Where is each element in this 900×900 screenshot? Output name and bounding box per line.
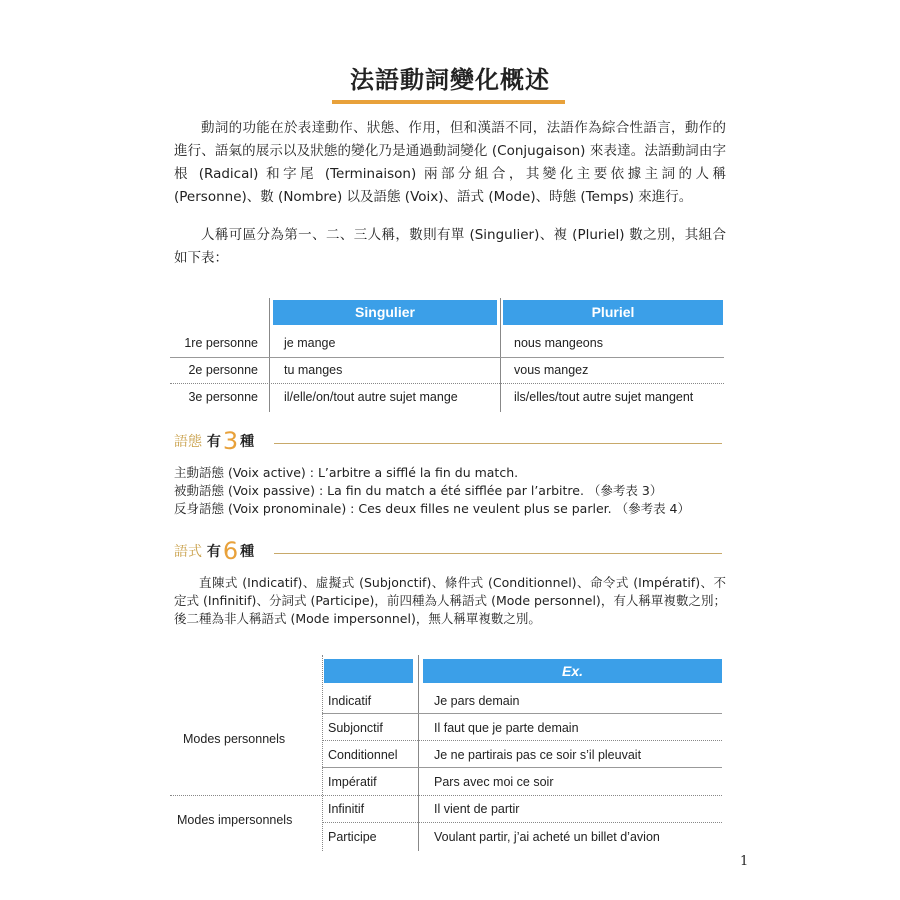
header-singulier: Singulier xyxy=(273,300,497,325)
section-unit: 種 xyxy=(240,434,255,450)
section-heading-voix xyxy=(174,427,255,455)
table-divider xyxy=(269,298,270,412)
header-mode xyxy=(324,659,413,683)
mode-example: Pars avec moi ce soir xyxy=(434,775,554,789)
section-heading-mode xyxy=(174,537,255,565)
section-unit: 種 xyxy=(240,544,255,560)
section-has: 有 xyxy=(206,544,221,560)
row-divider xyxy=(322,767,722,768)
mode-name: Impératif xyxy=(328,775,377,789)
mode-paragraph xyxy=(174,574,726,628)
row-divider xyxy=(322,822,722,823)
voix-active: 主動語態 (Voix active) : L’arbitre a sifflé la fin du match. xyxy=(174,465,519,480)
intro-text-1: 動詞的功能在於表達動作、狀態、作用，但和漢語不同，法語作為綜合性語言，動作的進行、語氣的展示以及狀態的變化乃是通過動詞變化 (Conjugaison) 來表達。法語動詞由字根 (Radical) 和字尾 (Terminaison) 兩部分組合，其變化主要依據主詞的人稱 (Personne)、數 (Nombre) 以及語態 (Voix)、語式 (Mode)、時態 (Temps) 來進行。 xyxy=(174,120,726,205)
mode-name: Indicatif xyxy=(328,694,372,708)
mode-example: Je ne partirais pas ce soir s’il pleuvait xyxy=(434,748,642,762)
row-label: 1re personne xyxy=(184,336,258,350)
cell-pluriel: vous mangez xyxy=(514,363,589,377)
voix-list xyxy=(174,464,690,518)
cell-singulier: il/elle/on/tout autre sujet mange xyxy=(284,390,458,404)
row-divider xyxy=(170,383,724,384)
cell-singulier: je mange xyxy=(284,336,336,350)
section-has: 有 xyxy=(206,434,221,450)
intro-paragraph-2 xyxy=(174,224,726,270)
section-topic: 語態 xyxy=(174,434,202,450)
section-rule xyxy=(274,553,722,554)
mode-name: Conditionnel xyxy=(328,748,398,762)
mode-example: Il vient de partir xyxy=(434,802,520,816)
mode-name: Subjonctif xyxy=(328,721,383,735)
section-topic: 語式 xyxy=(174,544,202,560)
row-divider xyxy=(170,357,724,358)
cell-pluriel: ils/elles/tout autre sujet mangent xyxy=(514,390,694,404)
voix-passive: 被動語態 (Voix passive) : La fin du match a été sifflée par l’arbitre. （參考表 3） xyxy=(174,483,663,498)
group-label-impersonnels: Modes impersonnels xyxy=(177,813,293,827)
row-label: 2e personne xyxy=(188,363,258,377)
group-label-personnels: Modes personnels xyxy=(183,732,286,746)
section-count: 6 xyxy=(222,537,239,565)
title-underline xyxy=(332,100,565,104)
section-rule xyxy=(274,443,722,444)
page-number: 1 xyxy=(740,854,749,869)
row-divider xyxy=(322,740,722,741)
table-divider xyxy=(500,298,501,412)
mode-example: Je pars demain xyxy=(434,694,520,708)
mode-example: Voulant partir, j’ai acheté un billet d’avion xyxy=(434,830,660,844)
row-divider xyxy=(322,713,722,714)
intro-text-2: 人稱可區分為第一、二、三人稱，數則有單 (Singulier)、複 (Pluriel) 數之別，其組合如下表： xyxy=(174,227,726,266)
voix-pronominale: 反身語態 (Voix pronominale) : Ces deux filles ne veulent plus se parler. （參考表 4） xyxy=(174,501,690,516)
mode-name: Participe xyxy=(328,830,377,844)
intro-paragraph-1 xyxy=(174,117,726,209)
header-example: Ex. xyxy=(423,659,722,683)
mode-name: Infinitif xyxy=(328,802,365,816)
cell-pluriel: nous mangeons xyxy=(514,336,603,350)
section-count: 3 xyxy=(222,427,239,455)
mode-example: Il faut que je parte demain xyxy=(434,721,579,735)
row-label: 3e personne xyxy=(188,390,258,404)
mode-text: 直陳式 (Indicatif)、虛擬式 (Subjonctif)、條件式 (Conditionnel)、命令式 (Impératif)、不定式 (Infinitif)、分詞式 (Participe)，前四種為人稱語式 (Mode personnel)，有人稱單複數之別；後二種為非人稱語式 (Mode impersonnel)，無人稱單複數之別。 xyxy=(174,575,726,626)
header-pluriel: Pluriel xyxy=(503,300,723,325)
cell-singulier: tu manges xyxy=(284,363,343,377)
page-title: 法語動詞變化概述 xyxy=(350,66,550,94)
group-divider xyxy=(170,795,722,796)
